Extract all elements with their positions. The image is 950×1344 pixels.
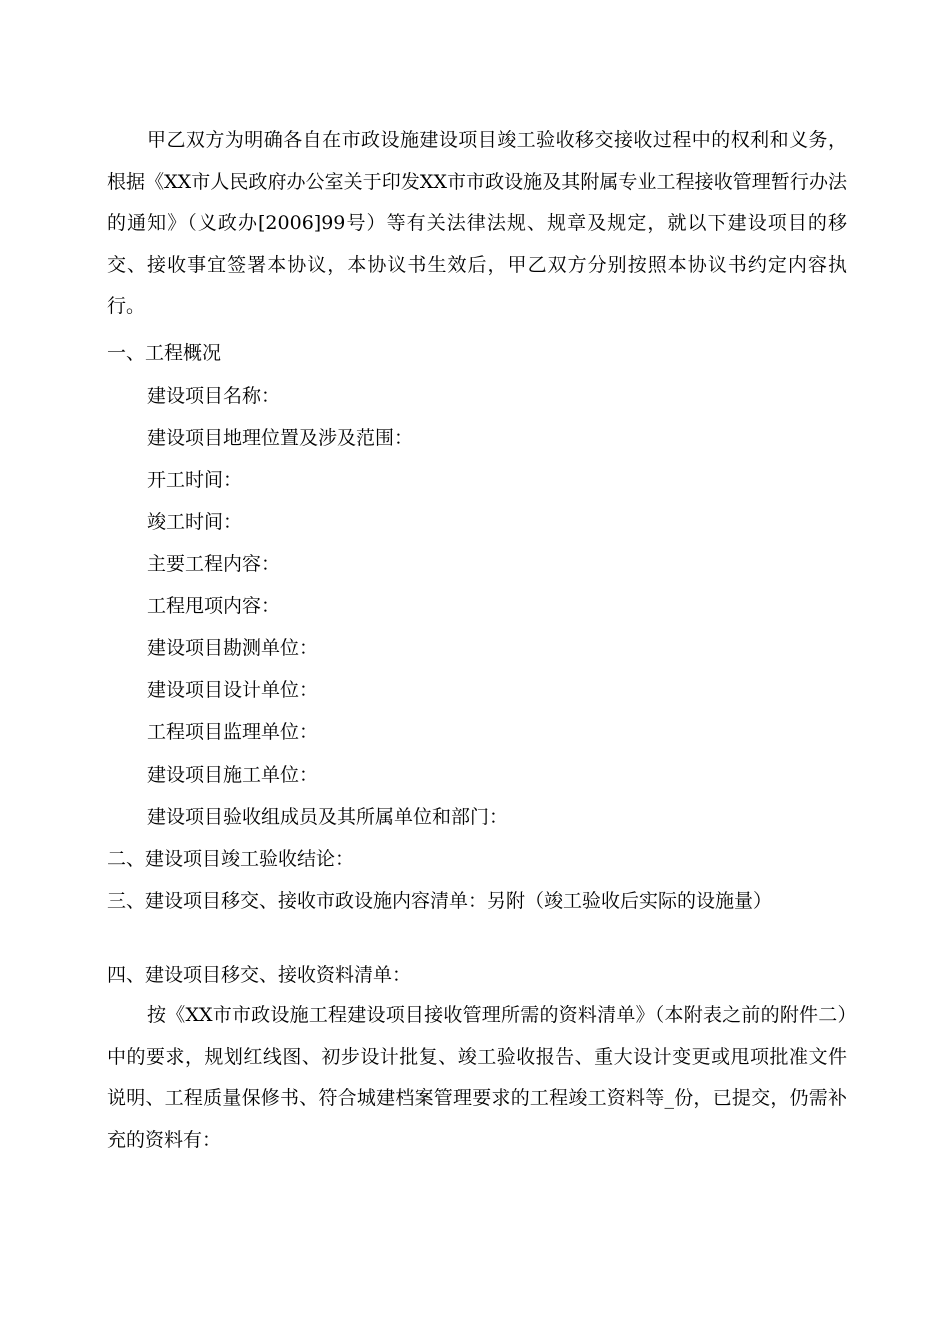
section-3-title: 三、建设项目移交、接收市政设施内容清单：另附（竣工验收后实际的设施量）	[107, 890, 773, 912]
intro-paragraph: 甲乙双方为明确各自在市政设施建设项目竣工验收移交接收过程中的权利和义务，根据《XX市人民政府办公室关于印发XX市市政设施及其附属专业工程接收管理暂行办法的通知》（义政办[2006]99号）等有关法律法规、规章及规定，就以下建设项目的移交、接收事宜签署本协议，本协议书生效后，甲乙双方分别按照本协议书约定内容执行。	[107, 129, 847, 317]
field-deferred-items: 工程甩项内容：	[147, 595, 281, 617]
field-project-name: 建设项目名称：	[147, 385, 281, 407]
section-1-title: 一、工程概况	[107, 342, 222, 364]
field-supervision-unit: 工程项目监理单位：	[147, 721, 319, 743]
field-acceptance-members: 建设项目验收组成员及其所属单位和部门：	[147, 806, 509, 828]
field-main-content: 主要工程内容：	[147, 553, 281, 575]
field-project-location: 建设项目地理位置及涉及范围：	[147, 427, 414, 449]
section-4-title: 四、建设项目移交、接收资料清单：	[107, 964, 412, 986]
section-2-title: 二、建设项目竣工验收结论：	[107, 848, 355, 870]
field-completion-time: 竣工时间：	[147, 511, 243, 533]
section-4-body: 按《XX市市政设施工程建设项目接收管理所需的资料清单》（本附表之前的附件二）中的要求，规划红线图、初步设计批复、竣工验收报告、重大设计变更或甩项批准文件说明、工程质量保修书、符合城建档案管理要求的工程竣工资料等_份，已提交，仍需补充的资料有：	[107, 1004, 847, 1151]
field-start-time: 开工时间：	[147, 469, 243, 491]
field-design-unit: 建设项目设计单位：	[147, 679, 319, 701]
field-survey-unit: 建设项目勘测单位：	[147, 637, 319, 659]
field-construction-unit: 建设项目施工单位：	[147, 764, 319, 786]
